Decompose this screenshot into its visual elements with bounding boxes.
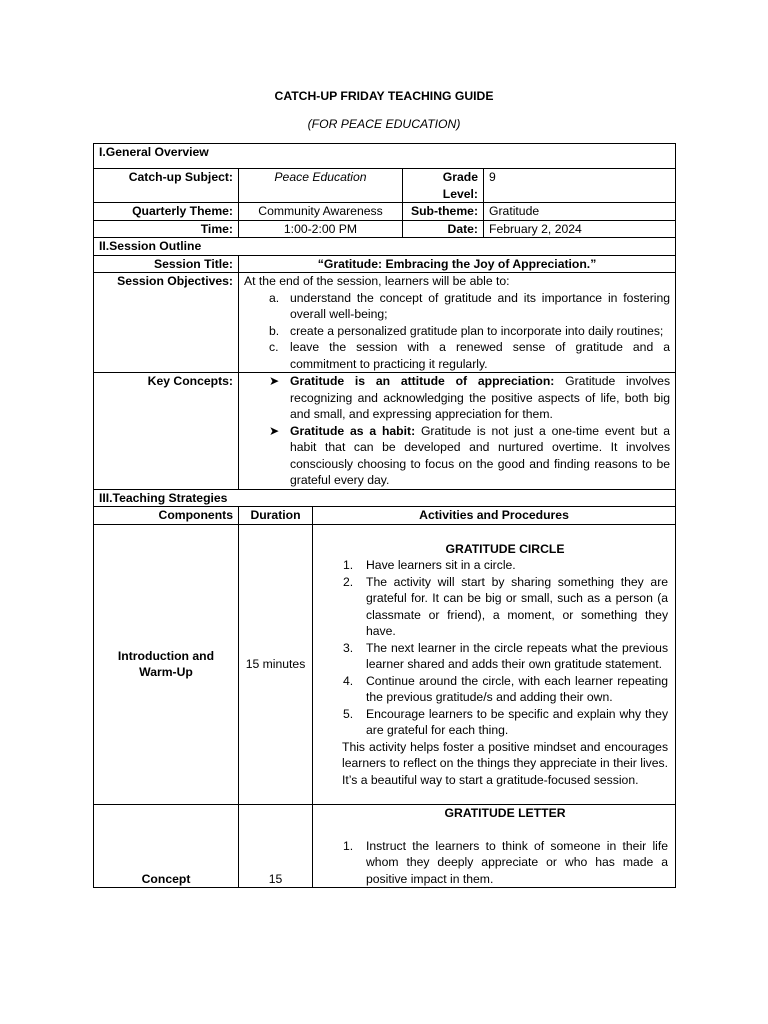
objectives-row [94, 273, 676, 373]
step-marker: 2. [343, 574, 354, 589]
objective-marker: a. [269, 290, 280, 305]
objective-item [244, 290, 670, 323]
theme-value: Community Awareness [239, 203, 403, 221]
intro-step [342, 673, 668, 706]
time-label: Time: [94, 220, 239, 238]
key-concept-term: Gratitude as a habit: [290, 423, 416, 438]
objective-item [244, 323, 670, 340]
key-concept-text: Gratitude is not just a one-time event but a habit that can be developed and nurtured overtime. It involves consciously choosing to focus on the good and finding reasons to be grateful every day. [290, 423, 671, 487]
intro-steps-list [342, 557, 668, 739]
col-header-duration: Duration [239, 507, 313, 525]
subject-label: Catch-up Subject: [94, 169, 239, 203]
intro-step [342, 640, 668, 673]
theme-row [94, 203, 676, 221]
step-text: Have learners sit in a circle. [366, 558, 516, 572]
intro-duration: 15 minutes [239, 524, 313, 805]
objective-item [244, 339, 670, 372]
concept-activity-title: GRATITUDE LETTER [444, 806, 566, 820]
key-concept-term: Gratitude is an attitude of appreciation: [290, 374, 555, 388]
concept-activity-cell [313, 805, 676, 888]
concept-duration: 15 [239, 805, 313, 888]
subject-row [94, 169, 676, 203]
step-text: Encourage learners to be specific and explain why they are grateful for each thing. [366, 706, 669, 737]
objectives-intro: At the end of the session, learners will be able to: [244, 274, 510, 288]
step-text: The activity will start by sharing something they are grateful for. It can be big or small, such as a person (a classmate or friend), a moment, or something they have. [366, 574, 669, 638]
session-outline-heading-row [94, 238, 676, 256]
general-overview-heading-row [94, 144, 676, 169]
objectives-label: Session Objectives: [94, 273, 239, 373]
document-title: CATCH-UP FRIDAY TEACHING GUIDE [274, 89, 494, 103]
step-marker: 1. [343, 558, 354, 572]
arrow-bullet-icon: ➤ [269, 374, 280, 388]
objective-text: leave the session with a renewed sense of gratitude and a commitment to practicing it regularly. [290, 340, 671, 371]
grade-label: Grade Level: [403, 169, 484, 203]
step-text: The next learner in the circle repeats what the previous learner shared and adds their own gratitude statement. [366, 640, 669, 671]
objectives-list [244, 290, 670, 373]
step-text: Instruct the learners to think of someone in their life whom they deeply appreciate or who has made a positive impact in them. [366, 838, 669, 886]
key-concepts-row [94, 373, 676, 490]
step-marker: 3. [343, 640, 354, 655]
session-outline-heading: II.Session Outline [94, 238, 676, 256]
intro-step [342, 557, 668, 574]
intro-activity-title: GRATITUDE CIRCLE [445, 541, 565, 556]
concept-steps-list [342, 838, 668, 888]
intro-step [342, 706, 668, 739]
step-marker: 5. [343, 706, 354, 721]
session-title-value: “Gratitude: Embracing the Joy of Appreciation.” [239, 255, 676, 273]
general-overview-heading: I.General Overview [94, 144, 676, 169]
objective-marker: c. [269, 340, 279, 354]
key-concept-item [244, 373, 670, 423]
concept-row [94, 805, 676, 888]
intro-row [94, 524, 676, 805]
objective-text: understand the concept of gratitude and its importance in fostering overall well-being; [290, 290, 671, 321]
key-concepts-list [244, 373, 670, 489]
key-concepts-cell [239, 373, 676, 490]
step-marker: 4. [343, 673, 354, 688]
date-value: February 2, 2024 [484, 220, 676, 238]
objective-marker: b. [269, 323, 280, 338]
teaching-guide-table [93, 143, 676, 888]
intro-component: Introduction and Warm-Up [94, 524, 239, 805]
teaching-strategies-heading: III.Teaching Strategies [94, 489, 676, 507]
key-concept-item [244, 423, 670, 489]
time-row [94, 220, 676, 238]
step-marker: 1. [343, 838, 354, 853]
step-text: Continue around the circle, with each learner repeating the previous gratitude/s and adding their own. [366, 673, 669, 704]
subtheme-label: Sub-theme: [403, 203, 484, 221]
theme-label: Quarterly Theme: [94, 203, 239, 221]
key-concept-text: Gratitude involves recognizing and acknowledging the positive aspects of life, both big and small, and expressing appreciation for them. [290, 374, 671, 421]
subtheme-value: Gratitude [484, 203, 676, 221]
strategies-header-row [94, 507, 676, 525]
objectives-cell [239, 273, 676, 373]
key-concepts-label: Key Concepts: [94, 373, 239, 490]
date-label: Date: [403, 220, 484, 238]
intro-step [342, 574, 668, 640]
subject-value: Peace Education [239, 169, 403, 203]
grade-value: 9 [484, 169, 676, 203]
session-title-label: Session Title: [94, 255, 239, 273]
col-header-components: Components [94, 507, 239, 525]
teaching-strategies-heading-row [94, 489, 676, 507]
intro-activity-cell [313, 524, 676, 805]
concept-step [342, 838, 668, 888]
time-value: 1:00-2:00 PM [239, 220, 403, 238]
intro-closing-paragraph: This activity helps foster a positive mindset and encourages learners to reflect on the things they appreciate in their lives. It’s a beautiful way to start a gratitude-focused session. [342, 739, 669, 787]
col-header-activities: Activities and Procedures [313, 507, 676, 525]
objective-text: create a personalized gratitude plan to incorporate into daily routines; [290, 323, 664, 338]
document-subtitle: (FOR PEACE EDUCATION) [307, 117, 461, 131]
concept-component: Concept [94, 805, 239, 888]
arrow-bullet-icon: ➤ [269, 423, 280, 438]
session-title-row [94, 255, 676, 273]
